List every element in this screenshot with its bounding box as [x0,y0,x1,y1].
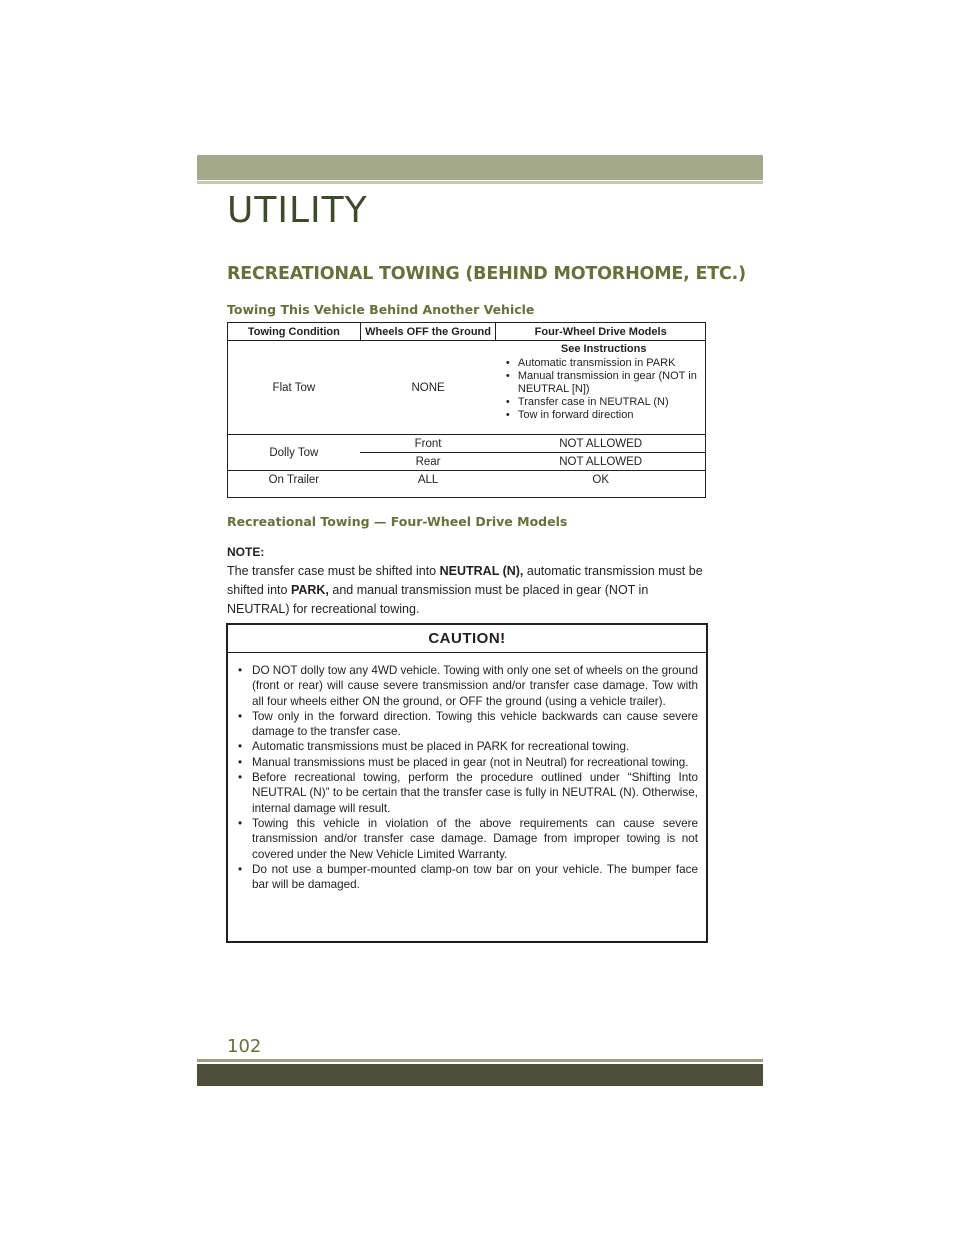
cell-condition: Flat Tow [228,341,361,435]
note-text [227,562,707,619]
list-item: • Tow in forward direction [506,409,702,422]
caution-box [226,623,708,943]
cell-wheels: Front [360,435,496,453]
cell-condition: On Trailer [268,474,320,486]
cell-result: NOT ALLOWED [496,435,706,453]
list-item: • Manual transmission in gear (NOT in NEUTRAL [N]) [506,370,702,396]
cell-condition: Dolly Tow [228,435,361,471]
footer-rule [197,1059,763,1062]
cell-instructions [496,341,706,435]
note-text-part: The transfer case must be shifted into [227,564,440,578]
header-band [197,155,763,180]
list-item: • DO NOT dolly tow any 4WD vehicle. Towing with only one set of wheels on the ground (front or rear) will cause severe transmission and/or transfer case damage. Tow with all four wheels either ON the ground, or OFF the ground (using a vehicle trailer). [238,663,698,709]
towing-table [227,322,706,512]
cell-wheels: NONE [360,341,496,435]
cell-wheels: ALL [417,474,439,486]
note-park: PARK, [290,583,329,597]
instructions-title: See Instructions [560,343,647,355]
list-item: • Before recreational towing, perform the procedure outlined under “Shifting Into NEUTRAL (N)” to be certain that the transfer case is fully in NEUTRAL (N). Otherwise, internal damage will result. [238,770,698,816]
note-text-part: automatic transmission must be shifted into [227,564,703,597]
cell-result: NOT ALLOWED [496,453,706,471]
header-towing-condition: Towing Condition [228,323,361,341]
cell-result: OK [592,474,609,486]
list-item: • Towing this vehicle in violation of the above requirements can cause severe transmission and/or transfer case damage. Damage from improper towing is not covered under the New Vehicle Limited Warranty. [238,816,698,862]
header-wheels-off: Wheels OFF the Ground [360,323,496,341]
note-label: NOTE: [227,545,265,559]
caution-list [228,653,706,892]
table-row [228,341,706,435]
header-4wd-models: Four-Wheel Drive Models [496,323,706,341]
list-item: • Tow only in the forward direction. Towing this vehicle backwards can cause severe damage to the transfer case. [238,709,698,740]
list-item: • Automatic transmission in PARK [506,357,702,370]
cell-wheels: Rear [360,453,496,471]
table-row [228,471,706,513]
section-title: UTILITY [227,190,368,231]
list-item: • Do not use a bumper-mounted clamp-on tow bar on your vehicle. The bumper face bar will be damaged. [238,862,698,893]
list-item: • Transfer case in NEUTRAL (N) [506,396,702,409]
note-text-part: and manual transmission must be placed in gear (NOT in NEUTRAL) for recreational towing. [227,583,649,616]
header-rule [197,181,763,184]
note-neutral: NEUTRAL (N), [439,564,524,578]
caution-title: CAUTION! [228,625,706,653]
footer-band [197,1064,763,1086]
list-item: • Automatic transmissions must be placed in PARK for recreational towing. [238,739,698,754]
page-heading: RECREATIONAL TOWING (BEHIND MOTORHOME, ETC.) [227,264,746,284]
page-number: 102 [227,1036,262,1057]
instructions-list [506,357,702,422]
table-row [228,435,706,453]
4wd-subheading: Recreational Towing — Four-Wheel Drive Models [227,514,568,529]
list-item: • Manual transmissions must be placed in gear (not in Neutral) for recreational towing. [238,755,698,770]
table-header-row [228,323,706,341]
table-subheading: Towing This Vehicle Behind Another Vehicle [227,302,535,317]
